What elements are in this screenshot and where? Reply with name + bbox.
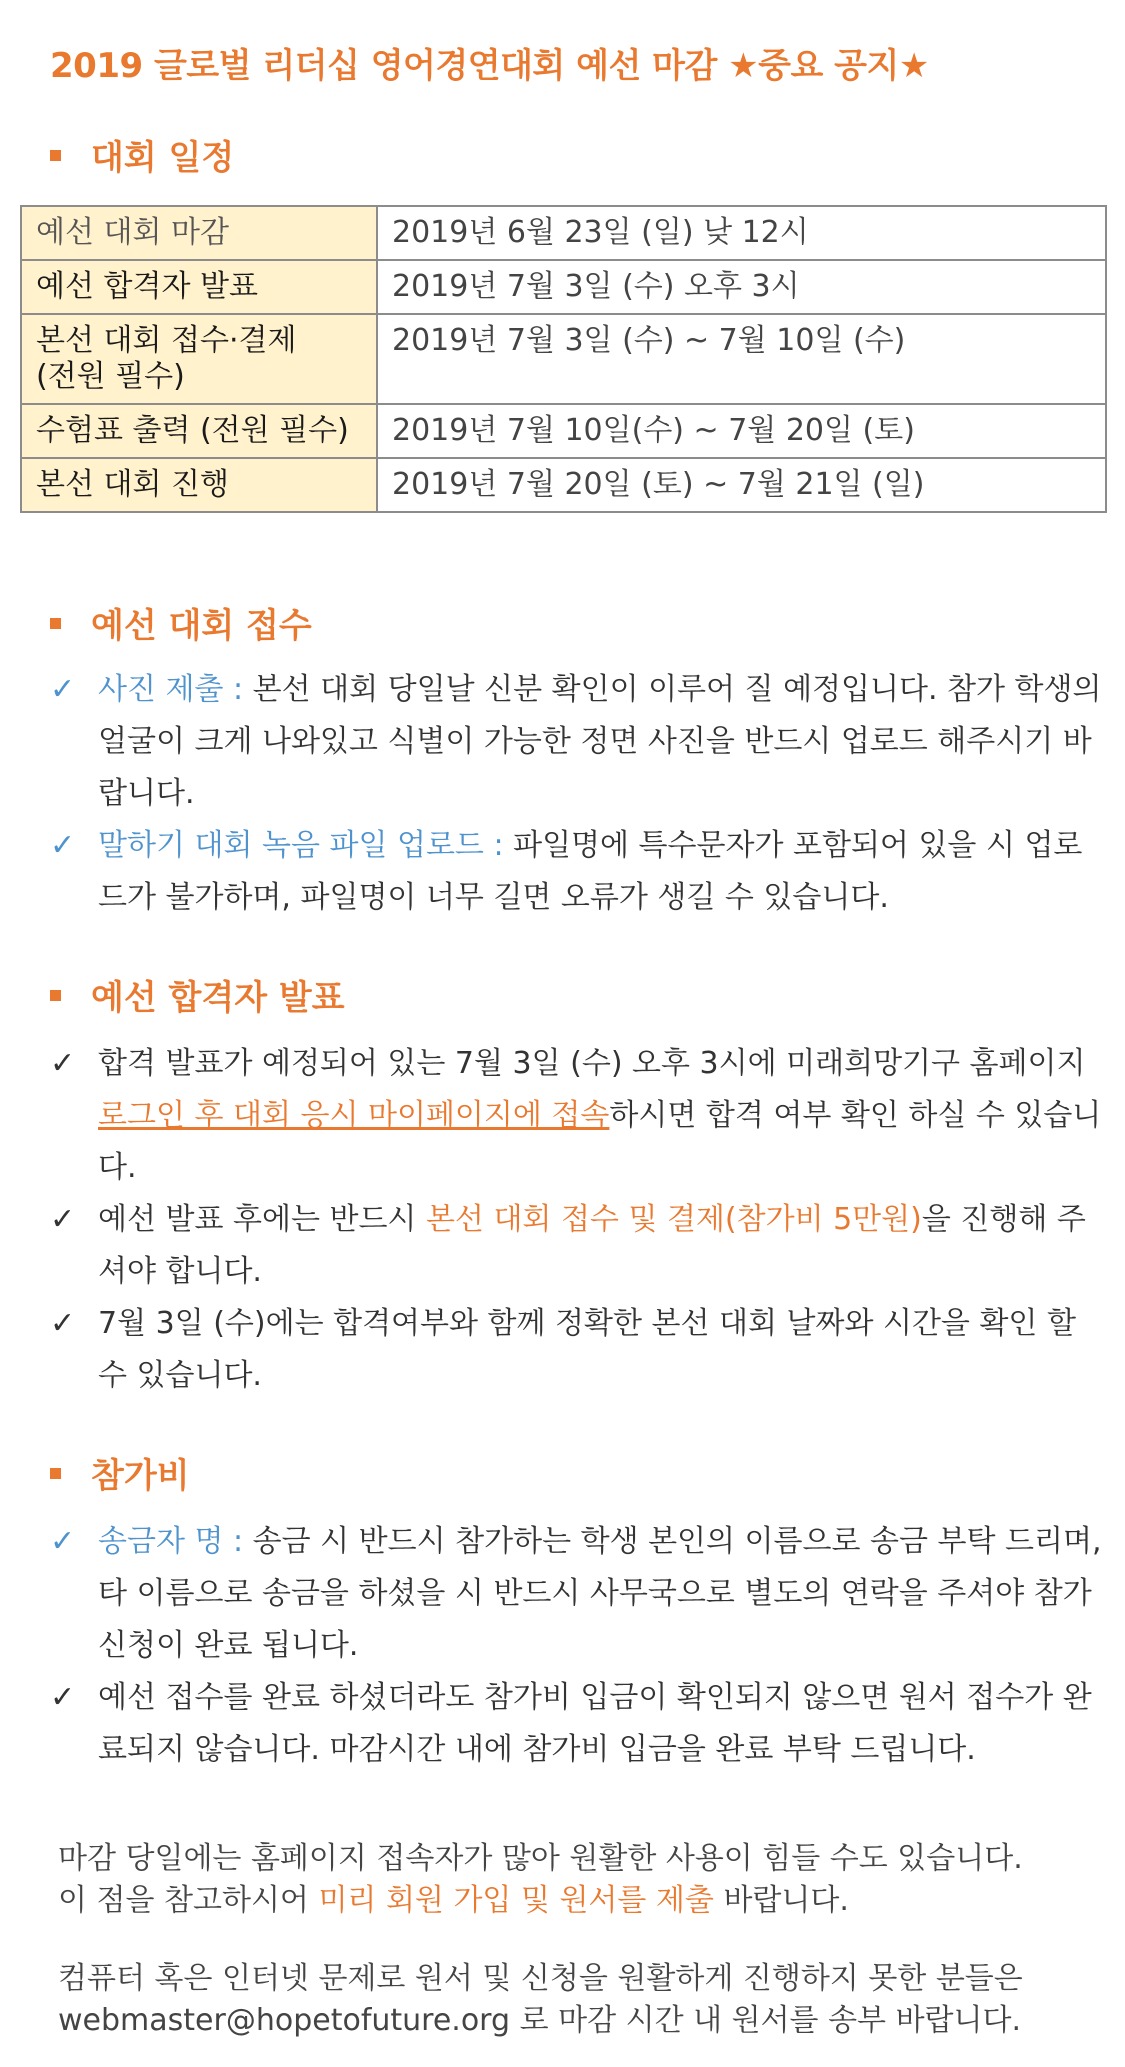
square-bullet-icon xyxy=(50,990,61,1001)
contact-email-line: webmaster@hopetofuture.org 로 마감 시간 내 원서를 송부 바랍니다. xyxy=(58,2003,1022,2038)
table-row xyxy=(21,260,1106,314)
highlight-text: 미리 회원 가입 및 원서를 제출 xyxy=(318,1883,714,1918)
checkmark-icon: ✓ xyxy=(50,1306,76,1341)
square-bullet-icon xyxy=(50,150,61,161)
square-bullet-icon xyxy=(50,618,61,629)
list-item xyxy=(50,664,1105,820)
square-bullet-icon xyxy=(50,1468,61,1479)
schedule-label: 예선 합격자 발표 xyxy=(21,260,377,314)
checkmark-icon: ✓ xyxy=(50,1680,76,1715)
registration-heading: 예선 대회 접수 xyxy=(50,598,950,647)
item-label: 사진 제출 : xyxy=(98,672,253,707)
highlight-text: 본선 대회 접수 및 결제(참가비 5만원) xyxy=(425,1202,922,1237)
list-item: ✓ 7월 3일 (수)에는 합격여부와 함께 정확한 본선 대회 날짜와 시간을 확인 할 수 있습니다. xyxy=(50,1298,1105,1402)
schedule-value: 2019년 7월 3일 (수) ~ 7월 10일 (수) xyxy=(377,314,1106,404)
checkmark-icon: ✓ xyxy=(50,672,76,707)
schedule-heading: 대회 일정 xyxy=(50,130,950,179)
list-item xyxy=(50,1672,1105,1776)
results-heading: 예선 합격자 발표 xyxy=(50,970,950,1019)
checkmark-icon: ✓ xyxy=(50,1046,76,1081)
checkmark-icon: ✓ xyxy=(50,828,76,863)
list-item xyxy=(50,1516,1105,1672)
schedule-table xyxy=(20,205,1107,513)
table-row xyxy=(21,206,1106,260)
schedule-value: 2019년 7월 10일(수) ~ 7월 20일 (토) xyxy=(377,404,1106,458)
contact-note: 컴퓨터 혹은 인터넷 문제로 원서 및 신청을 원활하게 진행하지 못한 분들은 webmaster@hopetofuture.org 로 마감 시간 내 원서를 송부 바랍니다. xyxy=(58,1958,1108,2042)
checkmark-icon: ✓ xyxy=(50,1202,76,1237)
schedule-value: 2019년 6월 23일 (일) 낮 12시 xyxy=(377,206,1106,260)
schedule-label: 본선 대회 진행 xyxy=(21,458,377,512)
item-text: 본선 대회 당일날 신분 확인이 이루어 질 예정입니다. 참가 학생의 얼굴이 크게 나와있고 식별이 가능한 정면 사진을 반드시 업로드 해주시기 바랍니다. xyxy=(98,672,1102,811)
table-row xyxy=(21,458,1106,512)
item-label: 송금자 명 : xyxy=(98,1524,253,1559)
list-item: ✓ 예선 발표 후에는 반드시 본선 대회 접수 및 결제(참가비 5만원)을 진행해 주셔야 합니다. xyxy=(50,1194,1105,1298)
deadline-note: 마감 당일에는 홈페이지 접속자가 많아 원활한 사용이 힘들 수도 있습니다. 이 점을 참고하시어 미리 회원 가입 및 원서를 제출 바랍니다. xyxy=(58,1841,1023,1918)
item-label: 말하기 대회 녹음 파일 업로드 : xyxy=(98,828,514,863)
item-text: 파일명에 특수문자가 포함되어 있을 시 업로드가 불가하며, 파일명이 너무 길면 오류가 생길 수 있습니다. xyxy=(98,828,1083,915)
registration-list xyxy=(50,664,1105,924)
results-list xyxy=(50,1038,1105,1402)
table-row xyxy=(21,404,1106,458)
item-text: 송금 시 반드시 참가하는 학생 본인의 이름으로 송금 부탁 드리며, 타 이름으로 송금을 하셨을 시 반드시 사무국으로 별도의 연락을 주셔야 참가 신청이 완료 됩니다. xyxy=(98,1524,1102,1663)
mypage-link[interactable]: 로그인 후 대회 응시 마이페이지에 접속 xyxy=(98,1098,610,1133)
schedule-value: 2019년 7월 3일 (수) 오후 3시 xyxy=(377,260,1106,314)
page-title: 2019 글로벌 리더십 영어경연대회 예선 마감 ★중요 공지★ xyxy=(50,46,929,86)
schedule-value: 2019년 7월 20일 (토) ~ 7월 21일 (일) xyxy=(377,458,1106,512)
table-row xyxy=(21,314,1106,404)
checkmark-icon: ✓ xyxy=(50,1524,76,1559)
schedule-label: 수험표 출력 (전원 필수) xyxy=(21,404,377,458)
schedule-label: 본선 대회 접수·결제 (전원 필수) xyxy=(21,314,377,404)
list-item xyxy=(50,820,1105,924)
fee-list xyxy=(50,1516,1105,1776)
item-text: 예선 접수를 완료 하셨더라도 참가비 입금이 확인되지 않으면 원서 접수가 완료되지 않습니다. 마감시간 내에 참가비 입금을 완료 부탁 드립니다. xyxy=(98,1680,1092,1767)
fee-heading: 참가비 xyxy=(50,1448,950,1497)
list-item: ✓ 합격 발표가 예정되어 있는 7월 3일 (수) 오후 3시에 미래희망기구 홈페이지 로그인 후 대회 응시 마이페이지에 접속하시면 합격 여부 확인 하실 수 있습니다. xyxy=(50,1038,1105,1194)
schedule-label: 예선 대회 마감 xyxy=(21,206,377,260)
